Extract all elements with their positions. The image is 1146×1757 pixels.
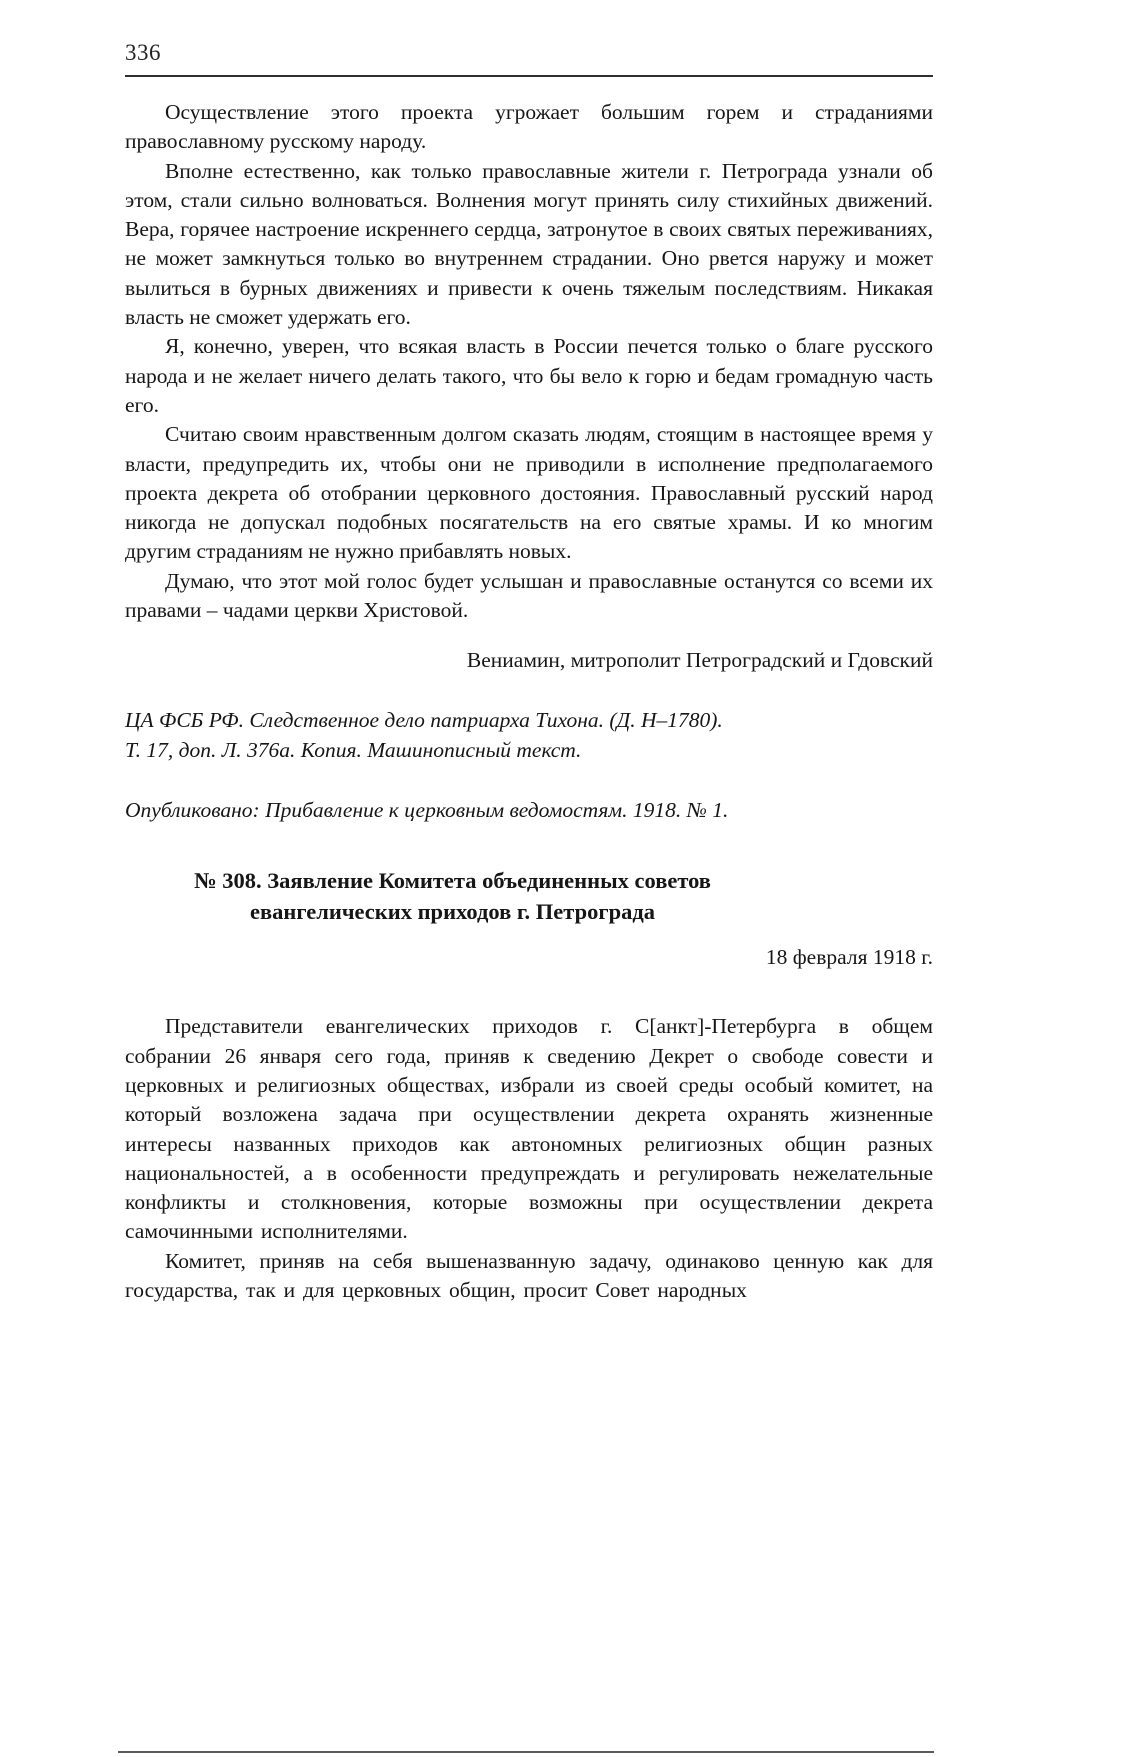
statement-paragraph-2: Комитет, приняв на себя вышеназванную задачу, одинаково ценную как для государства, так и для церковных общин, просит Совет народных (125, 1248, 933, 1303)
page-number: 336 (125, 40, 161, 65)
page-content (125, 40, 933, 1305)
letter-paragraph-2: Вполне естественно, как только православные жители г. Петрограда узнали об этом, стали сильно волноваться. Волнения могут принять силу стихийных движений. Вера, горячее настроение искреннего сердца, затронутое в своих святых переживаниях, не может замкнуться только во внутреннем страдании. Оно рвется наружу и может вылиться в бурных движениях и привести к очень тяжелым последствиям. Никакая власть не сможет удержать его. (125, 158, 933, 330)
letter-paragraph-1: Осуществление этого проекта угрожает большим горем и страданиями православному русскому народу. (125, 100, 933, 154)
archive-reference-line-2: Т. 17, доп. Л. 376а. Копия. Машинописный текст. (125, 737, 582, 762)
document-date: 18 февраля 1918 г. (765, 945, 933, 970)
letter-paragraph-3: Я, конечно, уверен, что всякая власть в России печется только о благе русского народа и не желает ничего делать такого, что бы вело к горю и бедам громадную часть его. (125, 334, 933, 417)
letter-paragraph-4: Считаю своим нравственным долгом сказать людям, стоящим в настоящее время у власти, предупредить их, чтобы они не приводили в исполнение предполагаемого проекта декрета об отобрании церковного достояния. Православный русский народ никогда не допускал подобных посягательств на его святые храмы. И ко многим другим страданиям не нужно прибавлять новых. (125, 422, 933, 564)
publication-note: Опубликовано: Прибавление к церковным ведомостям. 1918. № 1. (125, 798, 729, 823)
document-heading-line-2: евангелических приходов г. Петрограда (250, 899, 655, 925)
document-heading-line-1: № 308. Заявление Комитета объединенных советов (194, 868, 711, 894)
archive-reference (125, 706, 933, 765)
document-heading (125, 865, 780, 927)
header-rule (125, 75, 933, 77)
footer-rule (118, 1751, 934, 1753)
archive-reference-line-1: ЦА ФСБ РФ. Следственное дело патриарха Тихона. (Д. Н–1780). (125, 708, 723, 733)
letter-body (125, 98, 933, 625)
letter-paragraph-5: Думаю, что этот мой голос будет услышан и православные останутся со всеми их правами – чадами церкви Христовой. (125, 568, 933, 623)
signature-line: Вениамин, митрополит Петроградский и Гдовский (466, 648, 933, 673)
statement-body (125, 1012, 933, 1305)
statement-paragraph-1: Представители евангелических приходов г. С[анкт]-Петербурга в общем собрании 26 января сего года, приняв к сведению Декрет о свободе совести и церковных и религиозных обществах, избрали из своей среды особый комитет, на который возложена задача при осуществлении декрета охранять жизненные интересы названных приходов как автономных религиозных общин разных национальностей, а в особенности предупреждать и регулировать нежелательные конфликты и столкновения, которые возможны при осуществлении декрета самочинными исполнителями. (125, 1014, 933, 1244)
